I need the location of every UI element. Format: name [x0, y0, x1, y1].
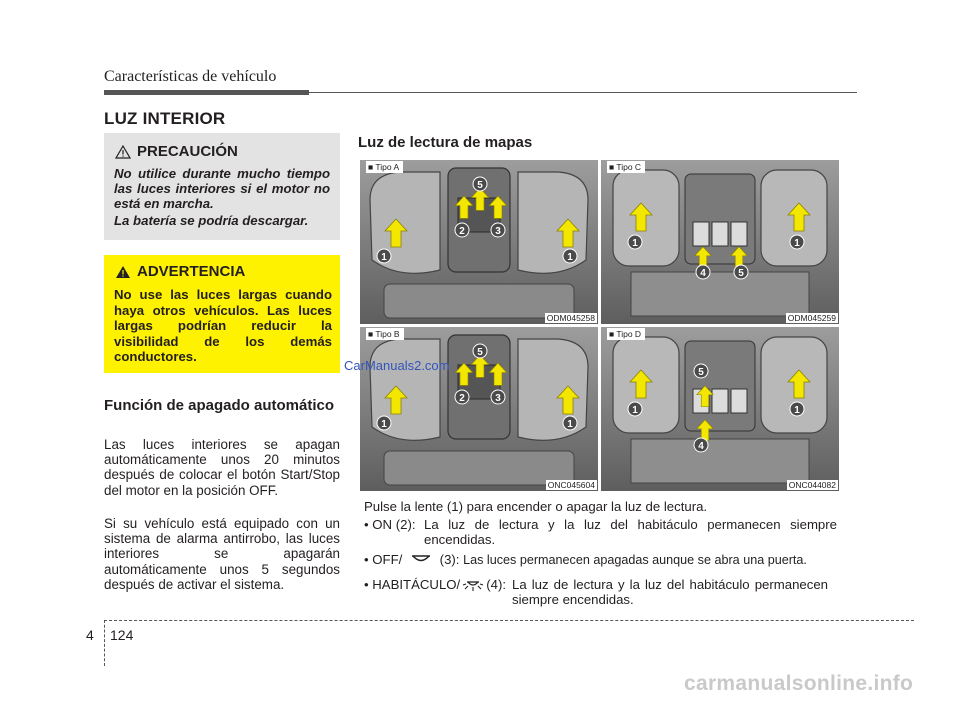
callout-number [790, 402, 804, 416]
header-rule-thick [104, 90, 309, 95]
map-lamp-title: Luz de lectura de mapas [358, 134, 533, 151]
figure-type-a [360, 160, 598, 324]
center-console [685, 174, 755, 264]
switch-sunroof [731, 389, 747, 413]
callout-number [377, 416, 391, 430]
svg-text:1: 1 [632, 238, 638, 249]
figure-type-c [601, 160, 839, 324]
warning-heading [115, 263, 245, 280]
warning-triangle-icon [115, 265, 131, 279]
svg-text:1: 1 [632, 405, 638, 416]
svg-text:1: 1 [794, 238, 800, 249]
figure-code-label: ONC044082 [788, 480, 836, 490]
figure-type-label: ■ Tipo C [607, 161, 645, 173]
caution-paragraph-2: La batería se podría descargar. [114, 213, 309, 228]
figure-type-label: ■ Tipo D [607, 328, 645, 340]
callout-number [491, 223, 505, 237]
callout-number [473, 344, 487, 358]
callout-number [790, 235, 804, 249]
svg-text:5: 5 [477, 347, 483, 358]
svg-text:1: 1 [794, 405, 800, 416]
svg-text:5: 5 [477, 180, 483, 191]
sunglass-holder [631, 272, 809, 316]
footer-vertical-rule [104, 620, 105, 666]
callout-number [694, 438, 708, 452]
svg-text:5: 5 [738, 268, 744, 279]
footer-rule [104, 620, 914, 621]
chapter-number: 4 [86, 627, 94, 643]
bullet-label: • OFF/ [364, 552, 403, 567]
page-number: 124 [110, 627, 134, 643]
bullet-code: (3): [439, 552, 460, 567]
caution-heading-text: PRECAUCIÓN [137, 143, 238, 160]
bullet-room [364, 578, 840, 607]
figure-type-d [601, 327, 839, 491]
switch-sunroof [731, 222, 747, 246]
instruction-text: Pulse la lente (1) para encender o apagar la luz de lectura. [364, 499, 708, 514]
svg-text:2: 2 [459, 393, 465, 404]
warning-heading-text: ADVERTENCIA [137, 263, 246, 280]
switch-room [693, 222, 709, 246]
svg-text:1: 1 [567, 419, 573, 430]
switch-door [712, 389, 728, 413]
auto-off-title: Función de apagado automático [104, 397, 335, 414]
sunglass-holder [631, 439, 809, 483]
site-watermark: carmanualsonline.info [684, 672, 914, 695]
door-light-icon [410, 553, 432, 565]
bullet-off [364, 553, 840, 568]
callout-number [563, 249, 577, 263]
warning-text: No use las luces largas cuando haya otros vehículos. Las luces largas podrían reducir la visibilidad de los demás conductores. [114, 287, 332, 365]
figure-code-label: ODM045259 [787, 313, 836, 323]
right-lens [518, 339, 588, 440]
auto-off-paragraph-1: Las luces interiores se apagan automáticamente unos 20 minutos después de colocar el botón Start/Stop del motor en la posición OFF. [104, 437, 340, 498]
callout-number [628, 402, 642, 416]
svg-text:2: 2 [459, 226, 465, 237]
bullet-text: Las luces permanecen apagadas aunque se abra una puerta. [463, 553, 807, 567]
svg-text:1: 1 [381, 252, 387, 263]
callout-number [563, 416, 577, 430]
caution-triangle-icon [115, 145, 131, 159]
callout-number [455, 390, 469, 404]
switch-door [712, 222, 728, 246]
svg-text:4: 4 [698, 441, 704, 452]
right-lens [518, 172, 588, 273]
caution-heading [115, 143, 238, 160]
callout-number [734, 265, 748, 279]
svg-text:3: 3 [495, 393, 501, 404]
bullet-text: La luz de lectura y la luz del habitáculo permanecen siempre encendidas. [424, 517, 837, 547]
svg-text:1: 1 [381, 419, 387, 430]
caution-paragraph-1: No utilice durante mucho tiempo las luces interiores si el motor no está en marcha. [114, 166, 330, 211]
callout-number [455, 223, 469, 237]
bullet-code: (4): [486, 577, 506, 592]
center-console [685, 341, 755, 431]
callout-number [696, 265, 710, 279]
room-light-icon [463, 578, 483, 592]
bullet-label: • HABITÁCULO/ [364, 577, 461, 592]
callout-number [377, 249, 391, 263]
bullet-on [364, 518, 840, 547]
callout-number [473, 177, 487, 191]
svg-text:1: 1 [567, 252, 573, 263]
header-rule-thin [309, 92, 857, 93]
svg-text:3: 3 [495, 226, 501, 237]
header-title: Características de vehículo [104, 68, 277, 85]
bullet-label: • ON (2): [364, 517, 416, 532]
callout-number [628, 235, 642, 249]
watermark: CarManuals2.com [344, 358, 450, 373]
figure-code-label: ONC045604 [547, 480, 595, 490]
figure-code-label: ODM045258 [546, 313, 595, 323]
section-title: LUZ INTERIOR [104, 109, 226, 128]
figure-type-label: ■ Tipo B [366, 328, 404, 340]
figure-type-label: ■ Tipo A [366, 161, 403, 173]
callout-number [491, 390, 505, 404]
figure-type-b [360, 327, 598, 491]
svg-text:4: 4 [700, 268, 706, 279]
auto-off-paragraph-2: Si su vehículo está equipado con un sistema de alarma antirrobo, las luces interiores se apagarán automáticamente unos 5 segundos después de activar el sistema. [104, 516, 340, 592]
bullet-text: La luz de lectura y la luz del habitáculo permanecen siempre encendidas. [512, 577, 828, 607]
svg-text:5: 5 [698, 367, 704, 378]
callout-number [694, 364, 708, 378]
